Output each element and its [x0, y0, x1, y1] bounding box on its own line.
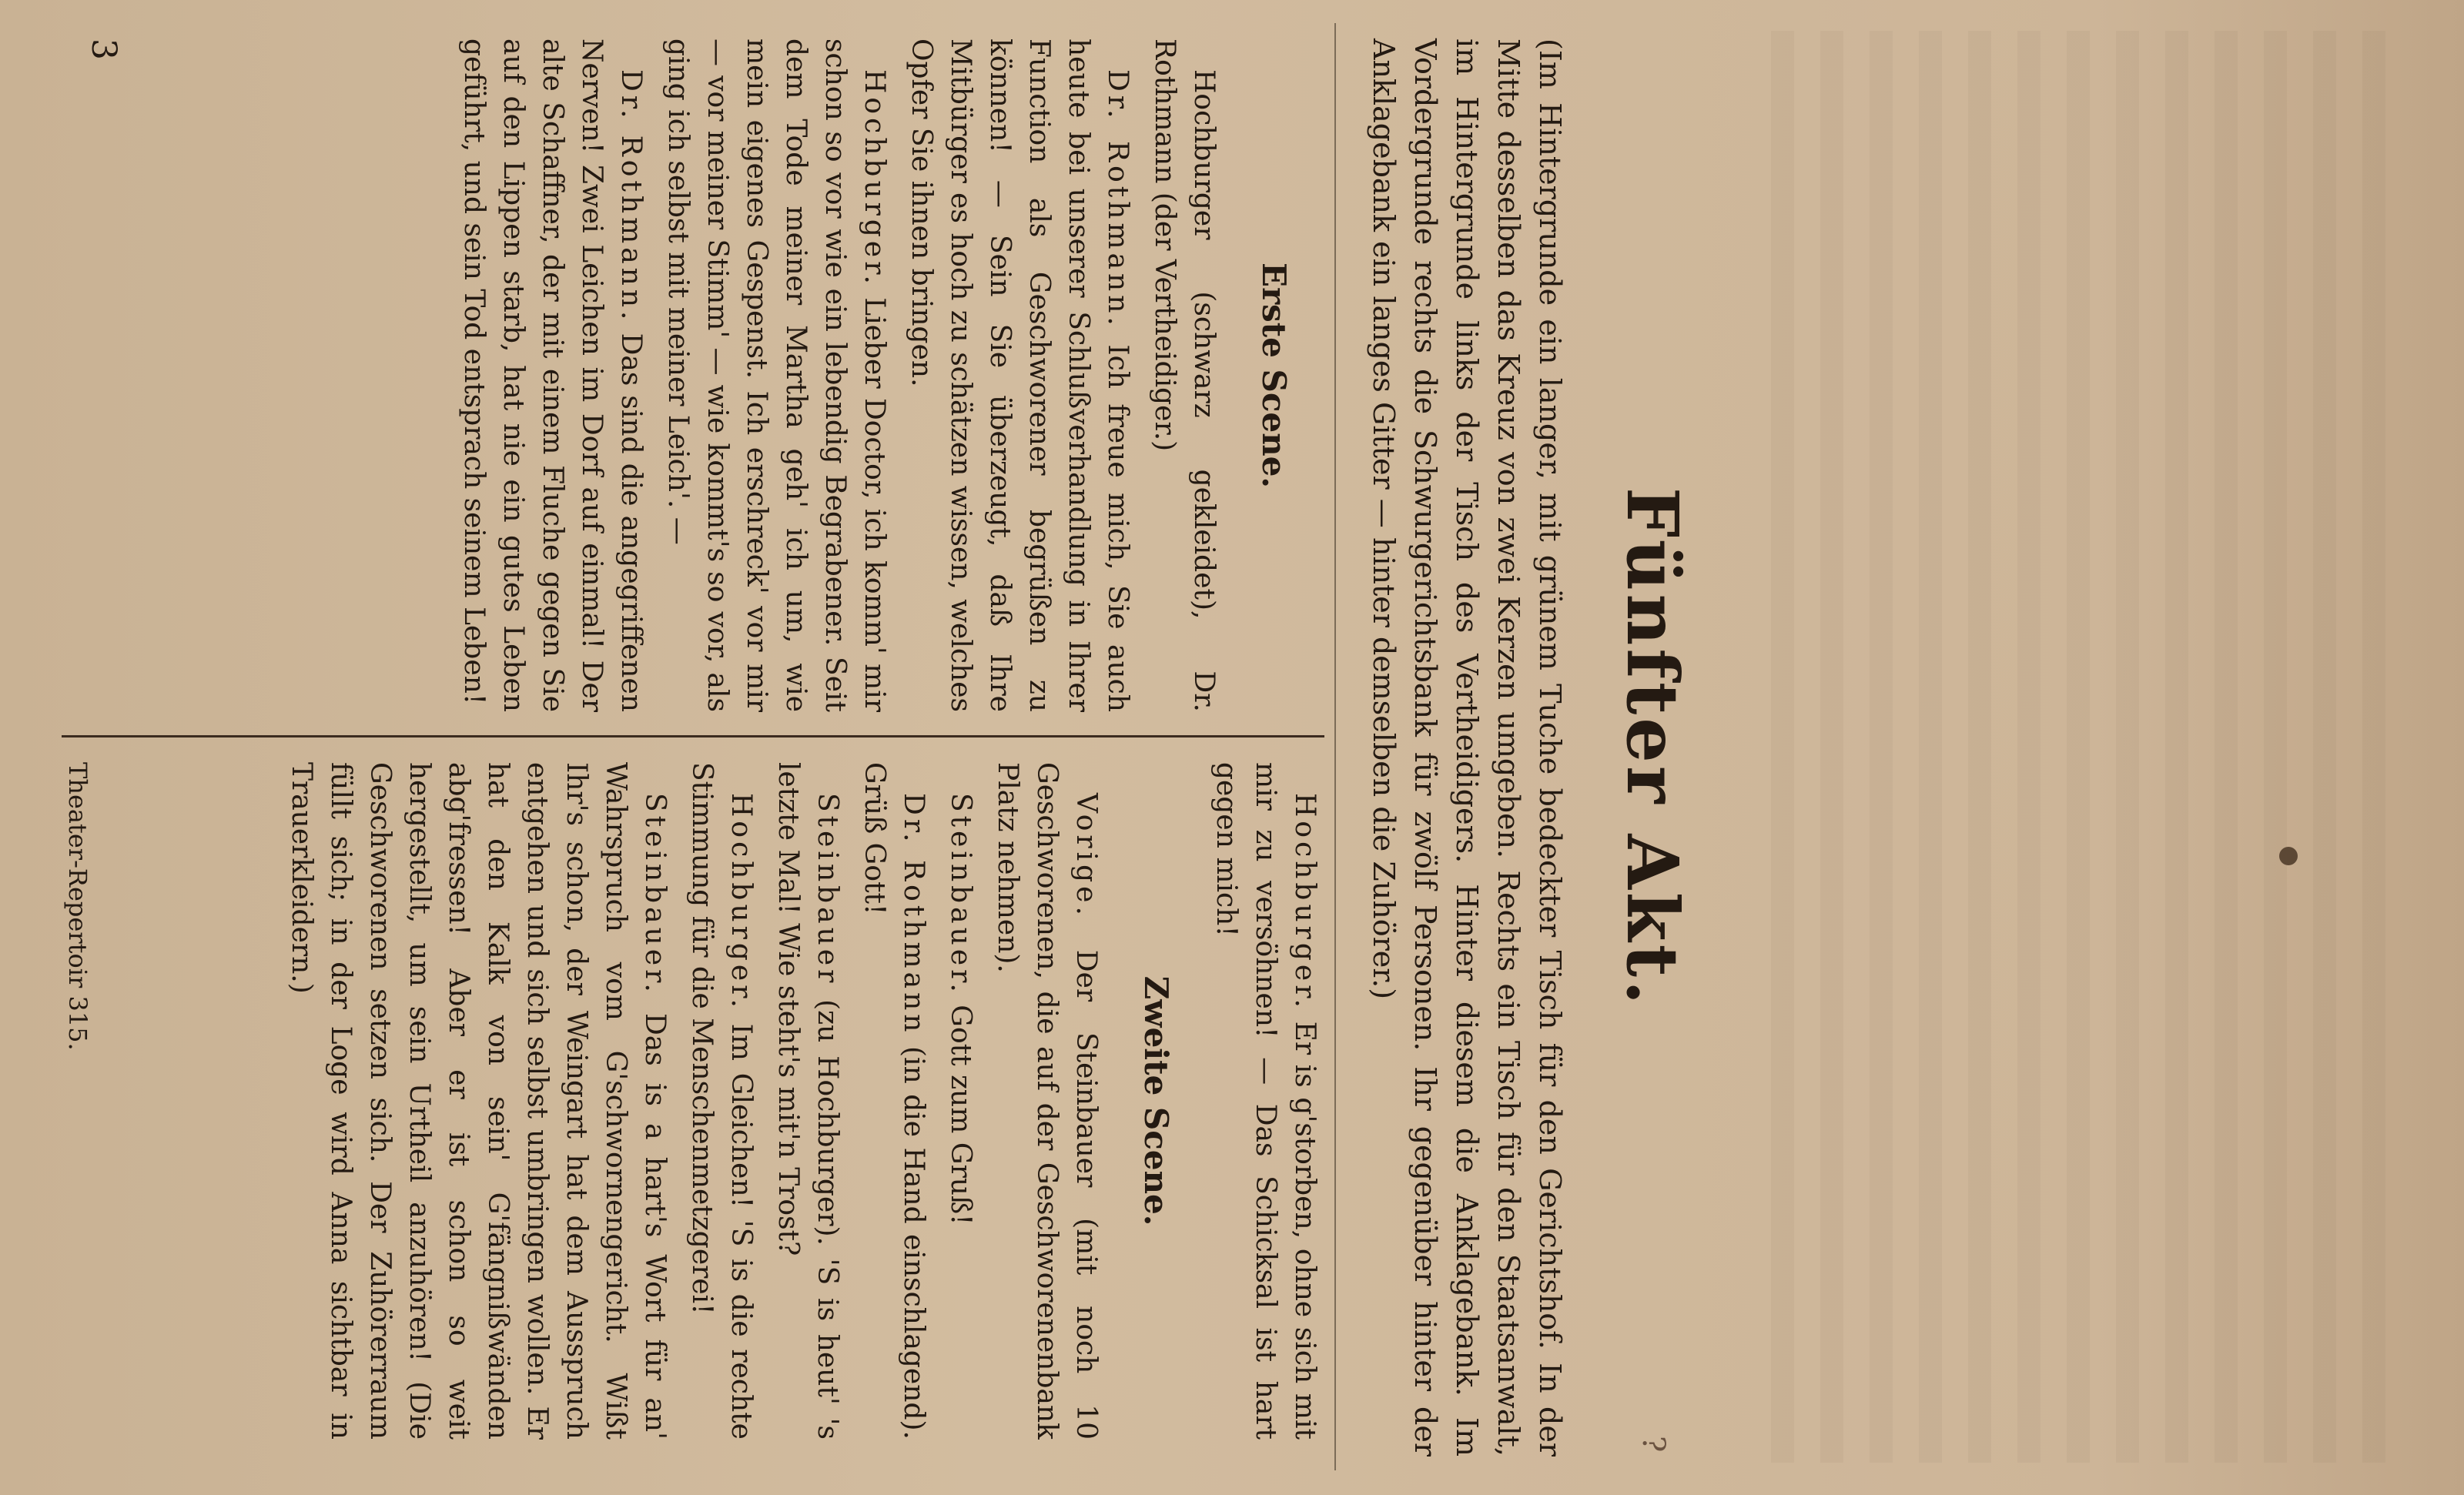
column-second-scene	[62, 762, 1324, 1440]
dialogue-line	[855, 762, 933, 1440]
speaker-name: Steinbauer.	[639, 793, 671, 996]
dialogue-text: (zu Hochburger). 'S is heut' 's letzte Mal! Wie steht's mit'n Trost?	[772, 762, 843, 1440]
page-title: Fünfter Akt.	[1611, 487, 1694, 1008]
dialogue-text: Das sind die angegriffenen Nerven! Zwei Leichen im Dorf auf einmal! Der alte Schaffner, der mit einem Fluche gegen Sie auf den Lippen starb, hat nie ein gutes Leben geführt, und sein Tod entsprach seinem Leben!	[458, 38, 647, 712]
cast-list: Hochburger (schwarz gekleidet), Dr. Rothmann (der Vertheidiger.)	[1149, 38, 1220, 712]
dialogue-text: Er is g'storben, ohne sich mit mir zu versöhnen! — Das Schicksal ist hart gegen mich!	[1210, 762, 1321, 1440]
dialogue-text: Im Gleichen! 'S is die rechte Stimmung für die Menschenmetzgerei!	[686, 762, 757, 1440]
bleed-through-texture	[1771, 31, 2402, 1463]
page-footer	[63, 762, 92, 1440]
dialogue-line	[282, 762, 675, 1440]
column-divider	[62, 735, 1324, 737]
speaker-name: Steinbauer	[812, 793, 843, 987]
speaker-name: Dr. Rothmann.	[1102, 69, 1133, 329]
column-first-scene	[62, 38, 1324, 712]
dialogue-line	[454, 38, 651, 712]
scene-heading: Erste Scene.	[1255, 262, 1293, 489]
dialogue-line	[941, 762, 980, 1440]
ink-spot	[2279, 847, 2298, 865]
dialogue-text: Der Steinbauer (mit noch 10 Geschworenen, die auf der Geschworenenbank Platz nehmen).	[992, 762, 1102, 1440]
horizontal-rule	[1334, 23, 1336, 1470]
dialogue-line	[902, 38, 1137, 712]
dialogue-line	[988, 762, 1106, 1440]
publisher-line: Theater-Repertoir 315.	[63, 762, 92, 1051]
dialogue-line	[1207, 762, 1324, 1440]
dialogue-line	[768, 762, 847, 1440]
speaker-name: Vorige.	[1070, 793, 1102, 919]
speaker-name: Steinbauer.	[945, 793, 976, 996]
scene-heading: Zweite Scene.	[1137, 975, 1175, 1226]
dialogue-text: Gott zum Gruß!	[945, 1005, 976, 1226]
dialogue-text: Ich freue mich, Sie auch heute bei unserer Schlußverhandlung in Ihrer Function als Geschworener begrüßen zu können! — Sein Sie überzeugt, daß Ihre Mitbürger es hoch zu schätzen wissen, welches Opfer Sie ihnen bringen.	[906, 38, 1133, 712]
dialogue-line	[658, 38, 894, 712]
document-page	[31, 0, 1725, 1495]
dialogue-text: (in die Hand einschlagend). Grüß Gott!	[859, 762, 929, 1440]
dialogue-text: Lieber Doctor, ich komm' mir schon so vor wie ein lebendig Begrabener. Seit dem Tode meiner Martha geh' ich um, wie mein eigenes Gespenst. Ich erschreck' vor mir — vor meiner Stimm' — wie kommt's so vor, als ging ich selbst mit meiner Leich'. —	[662, 38, 890, 712]
speaker-name: Dr. Rothmann	[898, 793, 929, 1036]
speaker-name: Dr. Rothmann.	[615, 69, 647, 324]
page-number: 3	[84, 38, 123, 60]
speaker-name: Hochburger.	[725, 793, 757, 1012]
dialogue-text: Das is a hart's Wort für an' Wahrspruch vom G'schwornengericht. Wißt Ihr's schon, der Weingart hat dem Ausspruch entgehen und sich selbst umbringen wollen. Er hat den Kalk von sein' G'fängnißwänden abg'fressen! Aber er ist schon so weit hergestellt, um sein Urtheil anzuhören! (Die Geschworenen setzen sich. Der Zuhörerraum füllt sich; in der Loge wird Anna sichtbar in Trauerkleidern.)	[286, 762, 671, 1440]
speaker-name: Hochburger.	[859, 69, 890, 288]
dialogue-line	[682, 762, 761, 1440]
stage-direction: (Im Hintergrunde ein langer, mit grünem Tuche bedeckter Tisch für den Gerichtshof. In der Mitte desselben das Kreuz von zwei Kerzen umgeben. Rechts ein Tisch für den Staatsanwalt, im Hintergrunde links der Tisch des Vertheidigers. Hinter diesem die Anklagebank. Im Vordergrunde rechts die Schwurgerichtsbank für zwölf Personen. Ihr gegenüber hinter der Anklagebank ein langes Gitter — hinter demselben die Zuhörer.)	[1367, 38, 1567, 1457]
speaker-name: Hochburger.	[1289, 793, 1321, 1012]
corner-mark: ?	[1635, 1436, 1671, 1453]
